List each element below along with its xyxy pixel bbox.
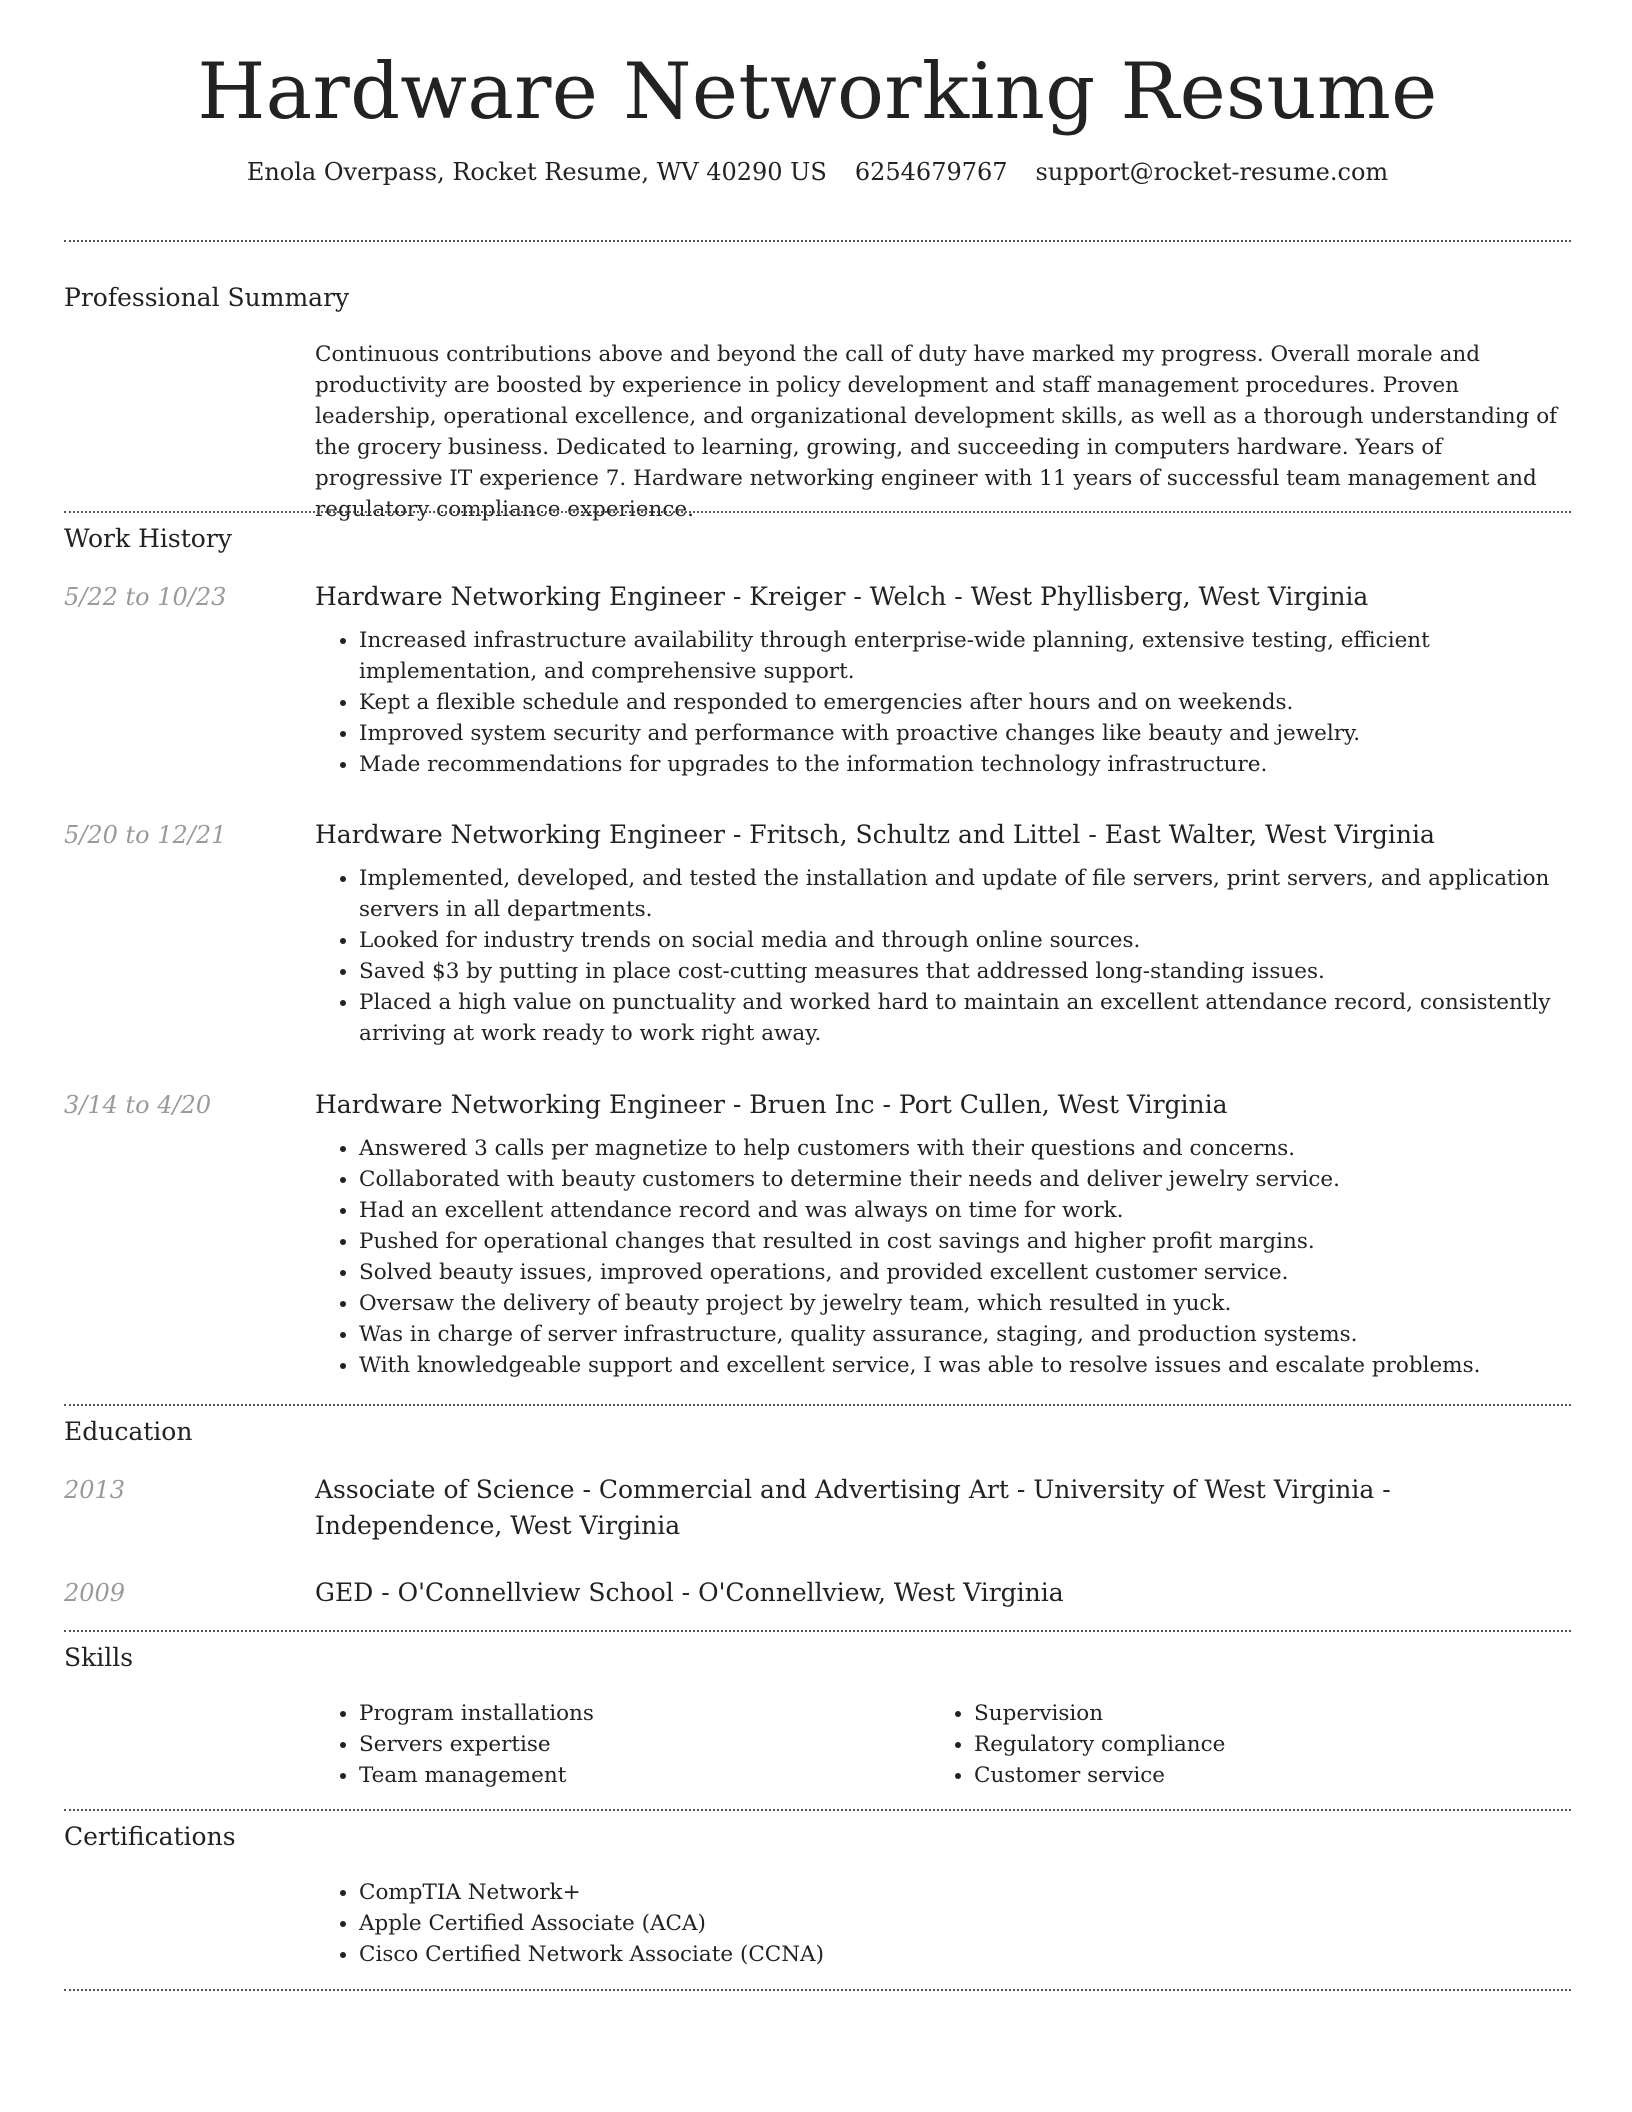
summary-heading: Professional Summary	[64, 283, 350, 312]
job-dates: 3/14 to 4/20	[64, 1091, 212, 1119]
job-dates: 5/20 to 12/21	[64, 821, 227, 849]
list-item: • Servers expertise	[359, 1729, 915, 1760]
job-entry	[315, 1087, 1571, 1381]
summary-text: Continuous contributions above and beyond the call of duty have marked my progress. Overall morale and productivity are boosted by experience in policy development and staff management procedures. Proven leadership, operational excellence, and organizational development skills, as well as a thorough understanding of the grocery business. Dedicated to learning, growing, and succeeding in computers hardware. Years of progressive IT experience 7. Hardware networking engineer with 11 years of successful team management and regulatory compliance experience.	[315, 342, 1558, 522]
list-item: • CompTIA Network+	[359, 1877, 1571, 1908]
job-bullets	[315, 1133, 1571, 1381]
list-item: • Increased infrastructure availability through enterprise-wide planning, extensive testing, efficient implementation, and comprehensive support.	[359, 625, 1571, 687]
certifications-list	[315, 1877, 1571, 1970]
list-item: • Had an excellent attendance record and was always on time for work.	[359, 1195, 1571, 1226]
contact-address: Enola Overpass, Rocket Resume, WV 40290 US	[246, 157, 827, 186]
list-item: • Cisco Certified Network Associate (CCNA)	[359, 1939, 1571, 1970]
list-item: • Looked for industry trends on social media and through online sources.	[359, 925, 1571, 956]
list-item: • Made recommendations for upgrades to the information technology infrastructure.	[359, 749, 1571, 780]
job-title: Hardware Networking Engineer - Fritsch, Schultz and Littel - East Walter, West Virginia	[315, 820, 1435, 849]
skills-heading: Skills	[64, 1643, 134, 1672]
list-item: • Oversaw the delivery of beauty project by jewelry team, which resulted in yuck.	[359, 1288, 1571, 1319]
section-divider	[64, 1630, 1571, 1632]
list-item: • Was in charge of server infrastructure, quality assurance, staging, and production systems.	[359, 1319, 1571, 1350]
list-item: • Kept a flexible schedule and responded to emergencies after hours and on weekends.	[359, 687, 1571, 718]
job-title: Hardware Networking Engineer - Kreiger - Welch - West Phyllisberg, West Virginia	[315, 582, 1369, 611]
list-item: • Apple Certified Associate (ACA)	[359, 1908, 1571, 1939]
education-entry: GED - O'Connellview School - O'Connellview, West Virginia	[315, 1578, 1064, 1607]
section-divider	[64, 240, 1571, 242]
list-item: • Pushed for operational changes that resulted in cost savings and higher profit margins.	[359, 1226, 1571, 1257]
list-item: • Collaborated with beauty customers to determine their needs and deliver jewelry service.	[359, 1164, 1571, 1195]
job-dates: 5/22 to 10/23	[64, 583, 227, 611]
job-entry	[315, 817, 1571, 1049]
job-bullets	[315, 863, 1571, 1049]
section-divider	[64, 1809, 1571, 1811]
list-item: • Supervision	[974, 1698, 1530, 1729]
job-title: Hardware Networking Engineer - Bruen Inc - Port Cullen, West Virginia	[315, 1090, 1228, 1119]
list-item: • Customer service	[974, 1760, 1530, 1791]
education-year: 2013	[64, 1476, 126, 1504]
skills-list	[930, 1698, 1530, 1791]
list-item: • Improved system security and performance with proactive changes like beauty and jewelry.	[359, 718, 1571, 749]
work-history-heading: Work History	[64, 524, 232, 553]
education-year: 2009	[64, 1579, 126, 1607]
skills-column-right	[930, 1698, 1530, 1791]
list-item: • Implemented, developed, and tested the installation and update of file servers, print servers, and application servers in all departments.	[359, 863, 1571, 925]
contact-email: support@rocket-resume.com	[1035, 157, 1389, 186]
list-item: • Answered 3 calls per magnetize to help customers with their questions and concerns.	[359, 1133, 1571, 1164]
section-divider	[64, 511, 1571, 513]
contact-line	[64, 158, 1571, 187]
list-item: • Program installations	[359, 1698, 915, 1729]
skills-column-left	[315, 1698, 915, 1791]
resume-header	[64, 47, 1571, 187]
list-item: • Regulatory compliance	[974, 1729, 1530, 1760]
list-item: • Team management	[359, 1760, 915, 1791]
section-divider	[64, 1404, 1571, 1406]
list-item: • Saved $3 by putting in place cost-cutting measures that addressed long-standing issues.	[359, 956, 1571, 987]
resume-title: Hardware Networking Resume	[197, 47, 1438, 137]
education-entry: Associate of Science - Commercial and Advertising Art - University of West Virginia - Independence, West Virginia	[315, 1475, 1391, 1540]
list-item: • Solved beauty issues, improved operations, and provided excellent customer service.	[359, 1257, 1571, 1288]
certifications-heading: Certifications	[64, 1822, 236, 1851]
list-item: • With knowledgeable support and excellent service, I was able to resolve issues and escalate problems.	[359, 1350, 1571, 1381]
job-entry	[315, 579, 1571, 780]
skills-list	[315, 1698, 915, 1791]
contact-phone: 6254679767	[854, 157, 1008, 186]
job-bullets	[315, 625, 1571, 780]
education-heading: Education	[64, 1417, 193, 1446]
certifications-block	[315, 1877, 1571, 1970]
list-item: • Placed a high value on punctuality and worked hard to maintain an excellent attendance record, consistently arriving at work ready to work right away.	[359, 987, 1571, 1049]
section-divider	[64, 1989, 1571, 1991]
